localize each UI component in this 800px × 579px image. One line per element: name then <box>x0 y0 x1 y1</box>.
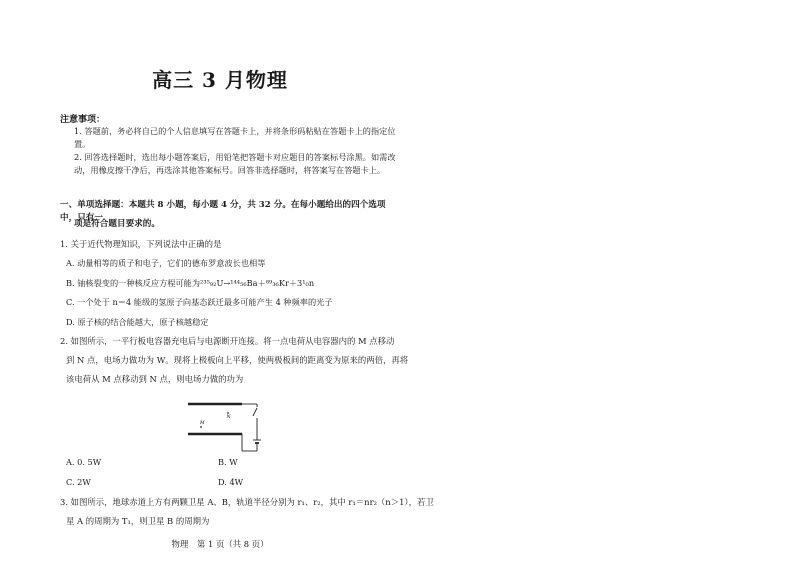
q2-option-d: D. 4W <box>218 477 244 487</box>
label-m: M <box>200 421 205 426</box>
section-heading-line1: 一、单项选择题：本题共 8 小题，每小题 4 分，共 32 分。在每小题给出的四个选项中，只有一 <box>60 200 386 223</box>
q1-option-b <box>66 277 314 290</box>
label-n: N <box>226 415 231 420</box>
q2-option-b: B. W <box>218 457 238 467</box>
q1-option-d: D. 原子核的结合能越大，原子核越稳定 <box>66 317 209 327</box>
q2-stem-line2: 到 N 点，电场力做功为 W。现将上极板向上平移，使两极板间的距离变为原来的两倍，再将 <box>66 355 409 365</box>
notice-item-1: 1. 答题前，务必将自己的个人信息填写在答题卡上，并将条形码粘贴在答题卡上的指定位置。 <box>74 126 396 149</box>
notice-item-2: 2. 回答选择题时，选出每小题答案后，用铅笔把答题卡对应题目的答案标号涂黑。如需改动，用橡皮擦干净后，再选涂其他答案标号。回答非选择题时，将答案写在答题卡上。 <box>74 152 396 175</box>
page-title: 高三 3 月物理 <box>152 68 288 92</box>
page-footer <box>0 538 440 550</box>
q2-option-c: C. 2W <box>66 477 91 487</box>
q1-option-b-text: B. 铀核裂变的一种核反应方程可能为 <box>66 278 201 288</box>
section-heading-line2: 项是符合题目要求的。 <box>74 219 160 229</box>
q2-option-a: A. 0. 5W <box>66 457 102 467</box>
q1-stem: 1. 关于近代物理知识，下列说法中正确的是 <box>60 239 222 249</box>
point-m-dot <box>200 426 202 428</box>
footer-subject: 物理 <box>171 539 189 549</box>
q1-option-a: A. 动量相等的质子和电子，它们的德布罗意波长也相等 <box>66 258 266 268</box>
notice-heading: 注意事项： <box>60 115 106 125</box>
q2-stem-line3: 该电荷从 M 点移动到 N 点，则电场力做的功为 <box>66 374 244 384</box>
capacitor-circuit-diagram <box>180 393 270 455</box>
q2-stem-line1: 2. 如图所示，一平行板电容器充电后与电源断开连接。将一点电荷从电容器内的 M 点移动 <box>60 336 395 346</box>
q1-option-c: C. 一个处于 n＝4 能级的氢原子向基态跃迁最多可能产生 4 种频率的光子 <box>66 297 333 307</box>
q3-stem-line2: 星 A 的周期为 T₁，则卫星 B 的周期为 <box>66 516 210 526</box>
switch-open <box>253 408 257 416</box>
q1-option-b-equation: ²³⁵₉₂U→¹⁴⁴₅₆Ba＋⁸⁹₃₆Kr＋3¹₀n <box>200 278 315 288</box>
q3-stem-line1: 3. 如图所示，地球赤道上方有两颗卫星 A、B，轨道半径分别为 r₁、r₂，其中 r₁＝nr₂（n＞1），若卫 <box>60 497 434 507</box>
footer-page-number: 第 1 页（共 8 页） <box>196 539 269 549</box>
point-n-dot <box>227 412 229 414</box>
